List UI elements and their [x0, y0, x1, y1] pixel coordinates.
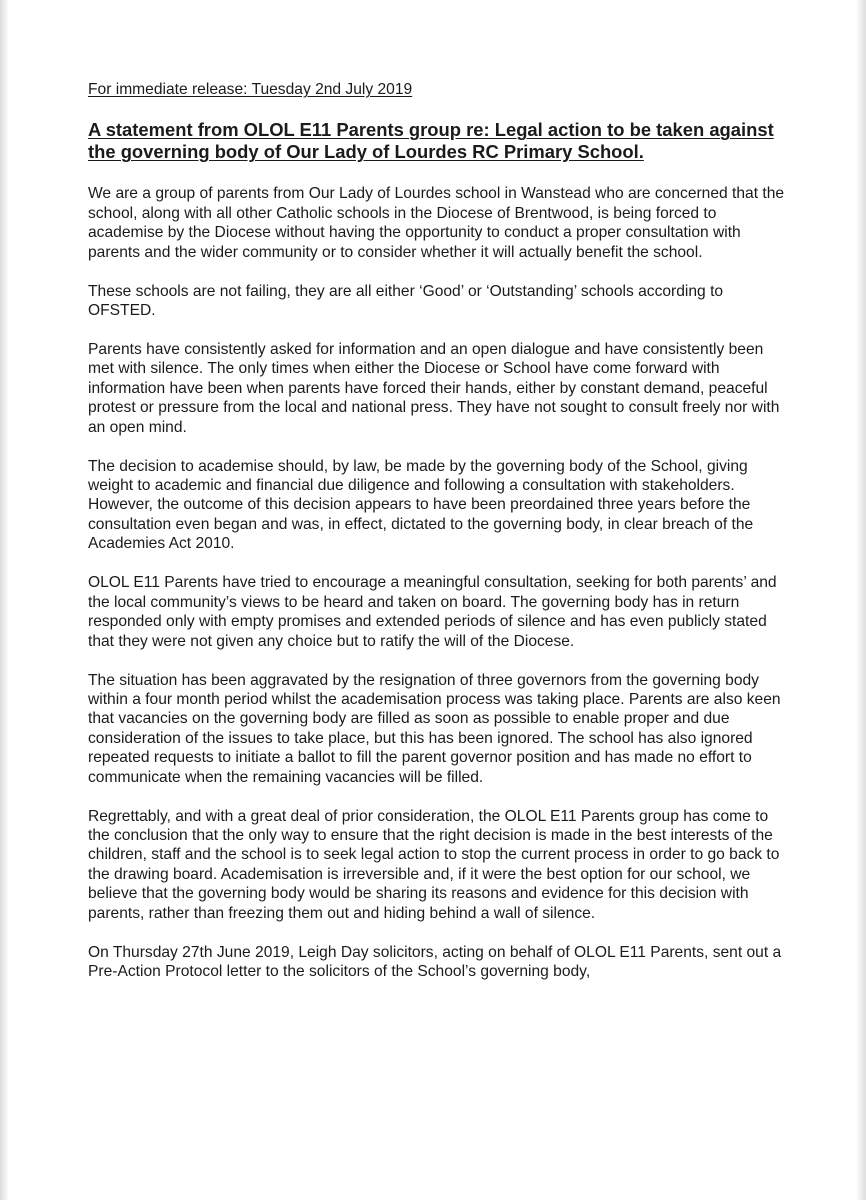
paragraph-7: Regrettably, and with a great deal of prior consideration, the OLOL E11 Parents group has come to the conclusion that the only way to ensure that the right decision is made in the best interests of the children, staff and the school is to seek legal action to stop the current process in order to go back to the drawing board. Academisation is irreversible and, if it were the best option for our school, we believe that the governing body would be sharing its reasons and evidence for this decision with parents, rather than freezing them out and hiding behind a wall of silence.: [88, 807, 780, 922]
paragraph-8: On Thursday 27th June 2019, Leigh Day solicitors, acting on behalf of OLOL E11 Parents, sent out a Pre-Action Protocol letter to the solicitors of the School’s governing body,: [88, 943, 782, 980]
document-body: [88, 80, 788, 981]
paragraph-2: These schools are not failing, they are all either ‘Good’ or ‘Outstanding’ schools according to OFSTED.: [88, 282, 724, 320]
headline: A statement from OLOL E11 Parents group re: Legal action to be taken against the governing body of Our Lady of Lourdes RC Primary School.: [88, 119, 774, 163]
paragraph-5: OLOL E11 Parents have tried to encourage a meaningful consultation, seeking for both parents’ and the local community’s views to be heard and taken on board. The governing body has in return responded only with empty promises and extended periods of silence and has even publicly stated that they were not given any choice but to ratify the will of the Diocese.: [88, 574, 777, 650]
paragraph-4: The decision to academise should, by law, be made by the governing body of the School, giving weight to academic and financial due diligence and following a consultation with stakeholders. However, the outcome of this decision appears to have been preordained three years before the consultation even began and was, in effect, dictated to the governing body, in clear breach of the Academies Act 2010.: [88, 457, 754, 553]
page-edge-right: [856, 0, 866, 1200]
release-line: For immediate release: Tuesday 2nd July 2019: [88, 81, 413, 98]
paragraph-3: Parents have consistently asked for information and an open dialogue and have consistently been met with silence. The only times when either the Diocese or School have come forward with information have been when parents have forced their hands, either by constant demand, peaceful protest or pressure from the local and national press. They have not sought to consult freely nor with an open mind.: [88, 341, 780, 436]
page-edge-left: [0, 0, 9, 1200]
paragraph-1: We are a group of parents from Our Lady of Lourdes school in Wanstead who are concerned that the school, along with all other Catholic schools in the Diocese of Brentwood, is being forced to academise by the Diocese without having the opportunity to conduct a proper consultation with parents and the wider community or to consider whether it will actually benefit the school.: [88, 185, 785, 261]
paragraph-6: The situation has been aggravated by the resignation of three governors from the governing body within a four month period whilst the academisation process was taking place. Parents are also keen that vacancies on the governing body are filled as soon as possible to enable proper and due consideration of the issues to take place, but this has been ignored. The school has also ignored repeated requests to initiate a ballot to fill the parent governor position and has made no effort to communicate when the remaining vacancies will be filled.: [88, 671, 781, 786]
